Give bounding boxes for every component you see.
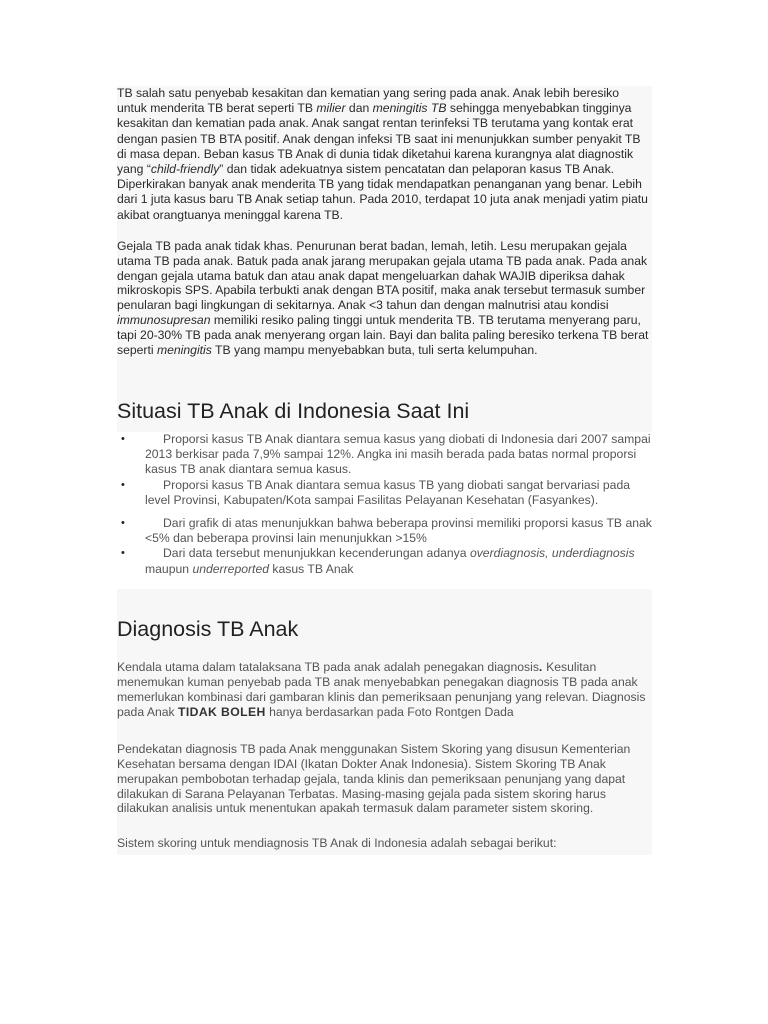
- list-item: • Dari grafik di atas menunjukkan bahwa beberapa provinsi memiliki proporsi kasus TB anak <5% dan beberapa provinsi lain menunjukkan >15%: [121, 515, 652, 546]
- situation-list: [117, 432, 652, 578]
- article: [117, 86, 652, 855]
- section-heading-diagnosis: Diagnosis TB Anak: [117, 617, 299, 642]
- diagnosis-paragraph-1: Kendala utama dalam tatalaksana TB pada anak adalah penegakan diagnosis. Kesulitan menemukan kuman penyebab pada TB anak menyebabkan penegakan diagnosis TB pada anak memerlukan kombinasi dari gambaran klinis dan pemeriksaan penunjang yang relevan. Diagnosis pada Anak TIDAK BOLEH hanya berdasarkan pada Foto Rontgen Dada: [117, 660, 646, 719]
- list-item: • Proporsi kasus TB Anak diantara semua kasus yang diobati di Indonesia dari 2007 sampai 2013 berkisar pada 7,9% sampai 12%. Angka ini masih berada pada batas normal proporsi kasus TB anak diantara semua kasus.: [121, 431, 651, 477]
- diagnosis-paragraph-3: Sistem skoring untuk mendiagnosis TB Anak di Indonesia adalah sebagai berikut:: [117, 836, 557, 851]
- list-item: • Dari data tersebut menunjukkan kecenderungan adanya overdiagnosis, underdiagnosis maupun underreported kasus TB Anak: [121, 546, 635, 576]
- intro-paragraph-2: Gejala TB pada anak tidak khas. Penurunan berat badan, lemah, letih. Lesu merupakan gejala utama TB pada anak. Batuk pada anak jarang merupakan gejala utama TB pada anak. Pada anak dengan gejala utama batuk dan atau anak dapat mengeluarkan dahak WAJIB diperiksa dahak mikroskopis SPS. Apabila terbukti anak dengan BTA positif, maka anak tersebut termasuk sumber penularan bagi lingkungan di sekitarnya. Anak <3 tahun dan dengan malnutrisi atau kondisi immunosupresan memiliki resiko paling tinggi untuk menderita TB. TB terutama menyerang paru, tapi 20-30% TB pada anak menyerang organ lain. Bayi dan balita paling beresiko terkena TB berat seperti meningitis TB yang mampu menyebabkan buta, tuli serta kelumpuhan.: [117, 238, 649, 357]
- diagnosis-paragraph-2: Pendekatan diagnosis TB pada Anak menggunakan Sistem Skoring yang disusun Kementerian Kesehatan bersama dengan IDAI (Ikatan Dokter Anak Indonesia). Sistem Skoring TB Anak merupakan pembobotan terhadap gejala, tanda klinis dan pemeriksaan penunjang yang dapat dilakukan di Sarana Pelayanan Terbatas. Masing-masing gejala pada sistem skoring harus dilakukan analisis untuk menentukan apakah termasuk dalam parameter sistem skoring.: [117, 741, 631, 816]
- list-item: • Proporsi kasus TB Anak diantara semua kasus TB yang diobati sangat bervariasi pada level Provinsi, Kabupaten/Kota sampai Fasilitas Pelayanan Kesehatan (Fasyankes).: [121, 477, 631, 508]
- intro-paragraph-1: TB salah satu penyebab kesakitan dan kematian yang sering pada anak. Anak lebih beresiko untuk menderita TB berat seperti TB milier dan meningitis TB sehingga menyebabkan tingginya kesakitan dan kematian pada anak. Anak sangat rentan terinfeksi TB terutama yang kontak erat dengan pasien TB BTA positif. Anak dengan infeksi TB saat ini menunjukkan sumber penyakit TB di masa depan. Beban kasus TB Anak di dunia tidak diketahui karena kurangnya alat diagnostik yang “child-friendly” dan tidak adekuatnya sistem pencatatan dan pelaporan kasus TB Anak. Diperkirakan banyak anak menderita TB yang tidak mendapatkan penanganan yang benar. Lebih dari 1 juta kasus baru TB Anak setiap tahun. Pada 2010, terdapat 10 juta anak menjadi yatim piatu akibat orangtuanya meninggal karena TB.: [117, 86, 648, 222]
- section-heading-situasi: Situasi TB Anak di Indonesia Saat Ini: [117, 398, 470, 423]
- intro-block: [117, 86, 652, 432]
- diagnosis-block: [117, 660, 652, 855]
